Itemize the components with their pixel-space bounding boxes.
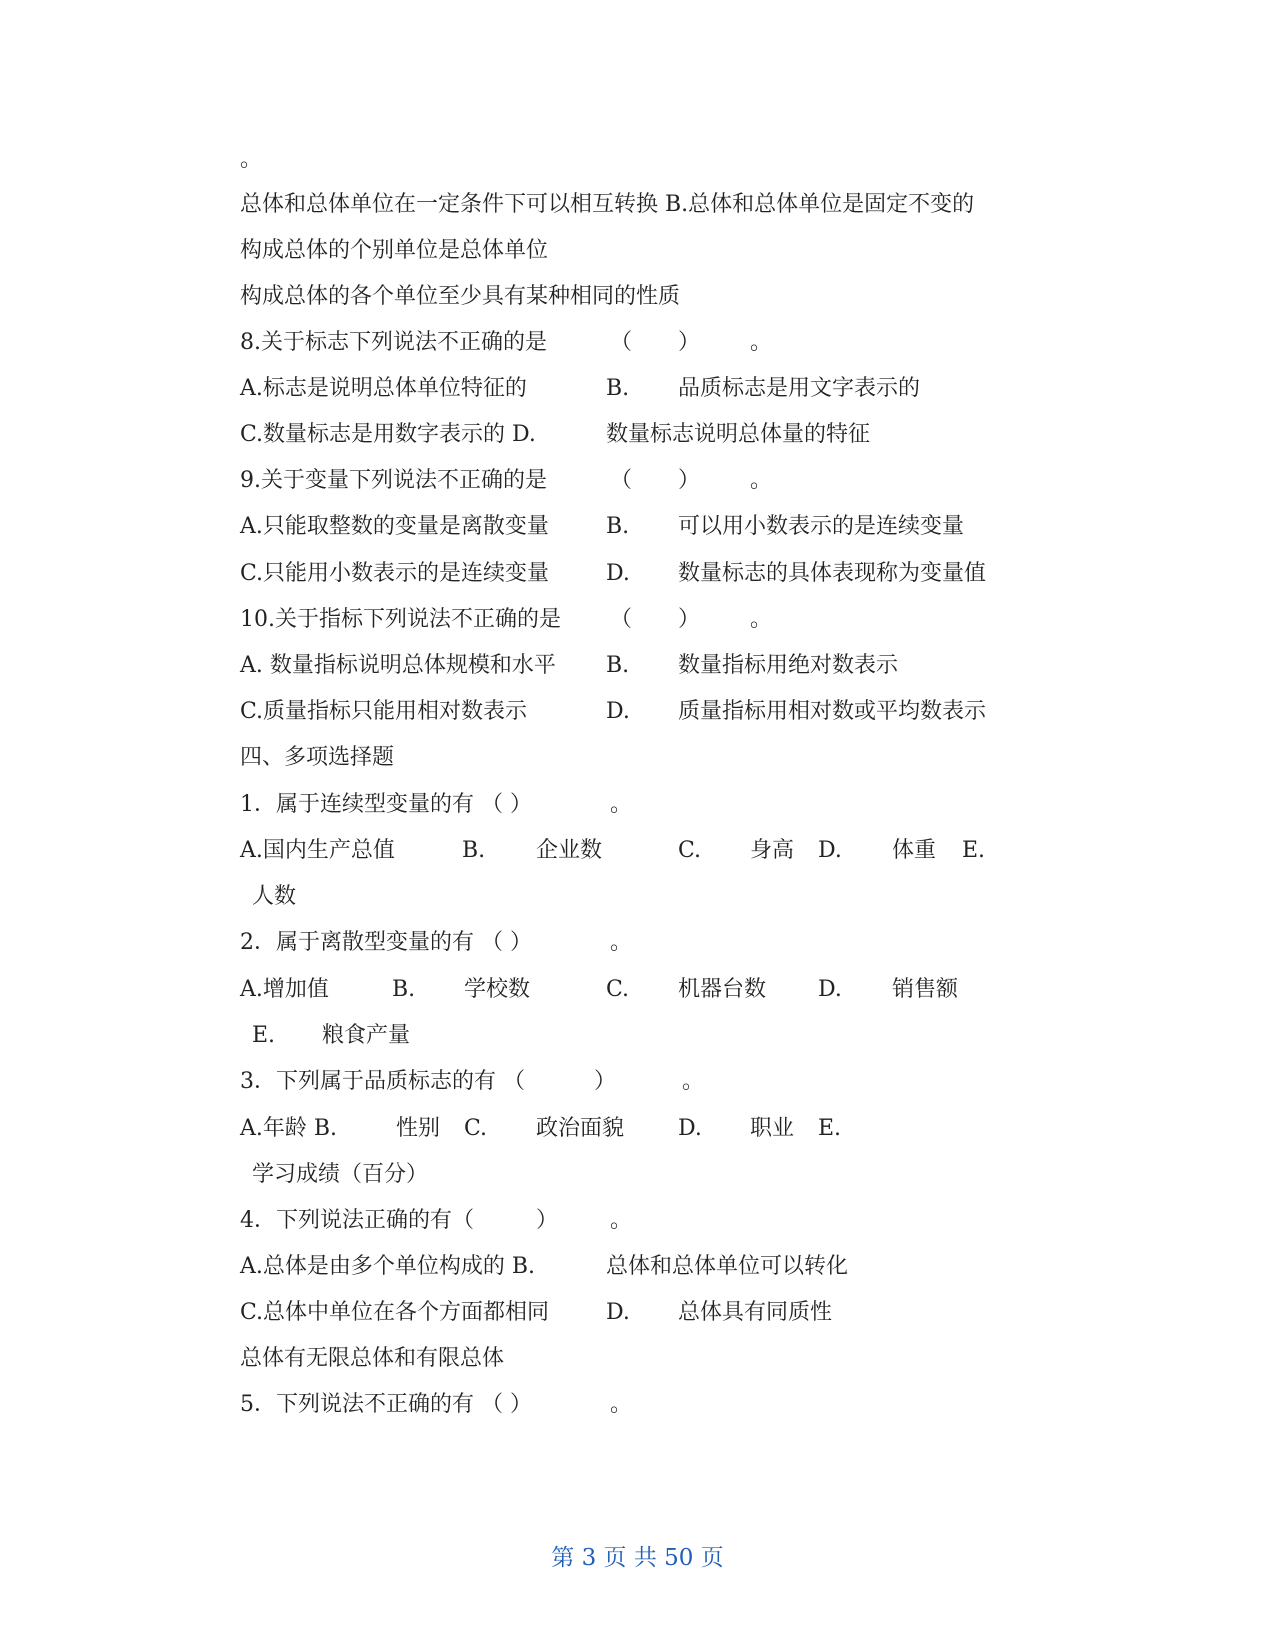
text-line <box>240 463 1275 499</box>
text-segment: 。 <box>750 468 773 493</box>
text-segment: 企业数 <box>536 838 603 863</box>
text-segment: ） <box>678 607 701 632</box>
text-segment: 。 <box>240 147 263 172</box>
text-segment: 数量标志的具体表现称为变量值 <box>678 561 987 586</box>
text-line <box>240 325 1275 361</box>
text-line <box>240 142 1275 178</box>
text-segment: A.总体是由多个单位构成的 B. <box>240 1254 536 1279</box>
text-line <box>240 1064 1275 1100</box>
text-segment: 总体有无限总体和有限总体 <box>240 1346 505 1371</box>
text-segment: 。 <box>750 330 773 355</box>
text-segment: 职业 <box>750 1116 795 1141</box>
text-segment: D. <box>678 1116 702 1141</box>
text-line <box>240 925 1275 961</box>
text-segment: ） <box>678 330 701 355</box>
text-segment: 。 <box>750 607 773 632</box>
text-segment: B. <box>606 514 630 539</box>
text-segment: E. <box>962 838 986 863</box>
text-line <box>240 972 1275 1008</box>
text-line <box>240 1203 1275 1239</box>
text-segment: C.数量标志是用数字表示的 D. <box>240 422 536 447</box>
text-segment: 学校数 <box>464 977 531 1002</box>
text-segment: 机器台数 <box>678 977 767 1002</box>
text-segment: D. <box>818 838 842 863</box>
text-segment: D. <box>818 977 842 1002</box>
text-segment: 人数 <box>252 884 297 909</box>
text-line <box>240 417 1275 453</box>
text-segment: 。 <box>610 792 633 817</box>
text-segment: 。 <box>610 1208 633 1233</box>
text-segment: A.年龄 B. <box>240 1116 338 1141</box>
text-segment: 总体具有同质性 <box>678 1300 833 1325</box>
text-segment: A. 数量指标说明总体规模和水平 <box>240 653 556 678</box>
text-segment: 体重 <box>892 838 937 863</box>
text-segment: 数量指标用绝对数表示 <box>678 653 899 678</box>
text-segment: E. <box>818 1116 842 1141</box>
text-segment: A.只能取整数的变量是离散变量 <box>240 514 549 539</box>
text-line <box>240 1111 1275 1147</box>
text-segment: A.国内生产总值 <box>240 838 395 863</box>
text-segment: D. <box>606 1300 630 1325</box>
text-line <box>240 879 1275 915</box>
text-segment: D. <box>606 561 630 586</box>
text-line <box>240 602 1275 638</box>
text-line <box>240 187 1275 223</box>
text-segment: 品质标志是用文字表示的 <box>678 376 921 401</box>
text-segment: A.增加值 <box>240 977 329 1002</box>
text-segment: 政治面貌 <box>536 1116 625 1141</box>
text-segment: 。 <box>610 1392 633 1417</box>
page-footer: 第 3 页 共 50 页 <box>551 1545 724 1571</box>
text-segment: 学习成绩（百分） <box>252 1162 429 1187</box>
text-segment: 4．下列说法正确的有（ <box>240 1208 474 1233</box>
text-segment: 销售额 <box>892 977 959 1002</box>
text-line <box>240 556 1275 592</box>
text-segment: B. <box>606 376 630 401</box>
text-segment: 四、多项选择题 <box>240 745 395 770</box>
text-segment: 质量指标用相对数或平均数表示 <box>678 699 987 724</box>
text-segment: C.质量指标只能用相对数表示 <box>240 699 528 724</box>
text-segment: 9.关于变量下列说法不正确的是 <box>240 468 547 493</box>
text-segment: （ <box>610 468 633 493</box>
text-segment: D. <box>606 699 630 724</box>
text-line <box>240 694 1275 730</box>
text-segment: 粮食产量 <box>322 1023 411 1048</box>
text-segment: 数量标志说明总体量的特征 <box>606 422 871 447</box>
text-line <box>240 233 1275 269</box>
text-segment: B. <box>606 653 630 678</box>
text-segment: 8.关于标志下列说法不正确的是 <box>240 330 547 355</box>
text-segment: C. <box>464 1116 488 1141</box>
text-segment: C.只能用小数表示的是连续变量 <box>240 561 550 586</box>
text-segment: 总体和总体单位在一定条件下可以相互转换 B.总体和总体单位是固定不变的 <box>240 192 975 217</box>
text-segment: 总体和总体单位可以转化 <box>606 1254 849 1279</box>
text-segment: 身高 <box>750 838 795 863</box>
text-segment: 可以用小数表示的是连续变量 <box>678 514 965 539</box>
text-segment: ） <box>678 468 701 493</box>
text-line <box>240 1018 1275 1054</box>
text-segment: 。 <box>682 1069 705 1094</box>
text-segment: 10.关于指标下列说法不正确的是 <box>240 607 561 632</box>
text-line <box>240 648 1275 684</box>
text-segment: 5．下列说法不正确的有 （ ） <box>240 1392 532 1417</box>
text-line <box>240 371 1275 407</box>
text-line <box>240 1295 1275 1331</box>
text-line <box>240 740 1275 776</box>
text-segment: E. <box>252 1023 276 1048</box>
text-line <box>240 787 1275 823</box>
text-segment: 2．属于离散型变量的有 （ ） <box>240 930 532 955</box>
text-line <box>240 509 1275 545</box>
text-line <box>240 1249 1275 1285</box>
text-segment: 。 <box>610 930 633 955</box>
text-segment: C.总体中单位在各个方面都相同 <box>240 1300 550 1325</box>
text-segment: 构成总体的个别单位是总体单位 <box>240 238 549 263</box>
text-segment: C. <box>678 838 702 863</box>
text-segment: （ <box>610 607 633 632</box>
text-segment: B. <box>462 838 486 863</box>
text-line <box>240 1341 1275 1377</box>
text-segment: ） <box>594 1069 617 1094</box>
text-segment: 构成总体的各个单位至少具有某种相同的性质 <box>240 284 681 309</box>
text-segment: B. <box>392 977 416 1002</box>
text-segment: C. <box>606 977 630 1002</box>
text-line <box>240 1157 1275 1193</box>
text-segment: A.标志是说明总体单位特征的 <box>240 376 527 401</box>
text-line <box>240 833 1275 869</box>
text-segment: 性别 <box>396 1116 441 1141</box>
text-segment: （ <box>610 330 633 355</box>
text-segment: 1．属于连续型变量的有 （ ） <box>240 792 532 817</box>
text-segment: ） <box>536 1208 559 1233</box>
text-line <box>240 1387 1275 1423</box>
text-segment: 3．下列属于品质标志的有 （ <box>240 1069 525 1094</box>
text-line <box>240 279 1275 315</box>
